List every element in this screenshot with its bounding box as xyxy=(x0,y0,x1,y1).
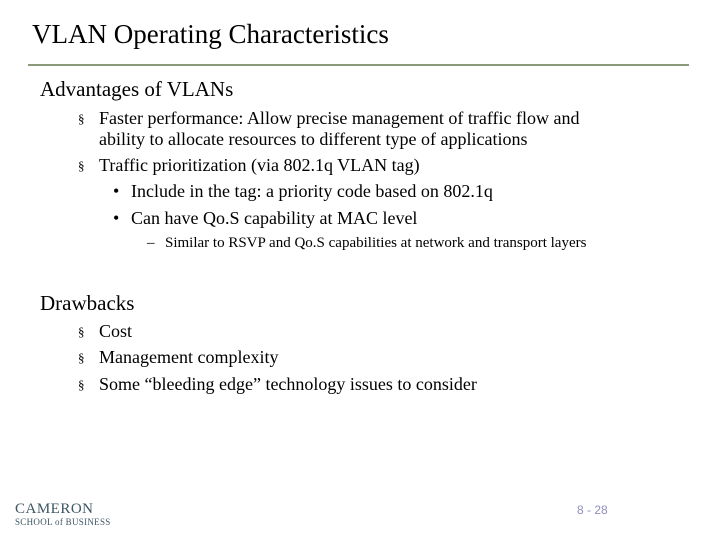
square-bullet-icon: § xyxy=(78,377,85,392)
logo-wordmark: CAMERON xyxy=(15,501,94,517)
section-heading-drawbacks: Drawbacks xyxy=(40,291,135,315)
bullet-text: Some “bleeding edge” technology issues to consider xyxy=(99,374,477,394)
dot-bullet-icon: • xyxy=(113,208,120,228)
subbullet-text: Can have Qo.S capability at MAC level xyxy=(131,208,418,228)
dot-bullet-icon: • xyxy=(113,181,120,201)
bullet-text: Traffic prioritization (via 802.1q VLAN tag) xyxy=(99,155,420,175)
page-number: 8 - 28 xyxy=(577,503,608,517)
subbullet-text: Include in the tag: a priority code based on 802.1q xyxy=(131,181,493,201)
square-bullet-icon: § xyxy=(78,158,85,173)
cameron-logo xyxy=(15,501,135,531)
section-heading-advantages: Advantages of VLANs xyxy=(40,77,234,101)
bullet-text: Cost xyxy=(99,321,133,341)
square-bullet-icon: § xyxy=(78,350,85,365)
logo-subtitle: SCHOOL of BUSINESS xyxy=(15,517,111,527)
slide-title: VLAN Operating Characteristics xyxy=(32,19,389,49)
bullet-text: ability to allocate resources to different type of applications xyxy=(99,129,528,149)
square-bullet-icon: § xyxy=(78,111,85,126)
dash-bullet-icon: – xyxy=(147,235,155,251)
subsubbullet-text: Similar to RSVP and Qo.S capabilities at network and transport layers xyxy=(165,235,587,251)
title-divider xyxy=(28,64,689,66)
square-bullet-icon: § xyxy=(78,324,85,339)
bullet-text: Management complexity xyxy=(99,347,279,367)
bullet-text: Faster performance: Allow precise management of traffic flow and xyxy=(99,108,580,128)
